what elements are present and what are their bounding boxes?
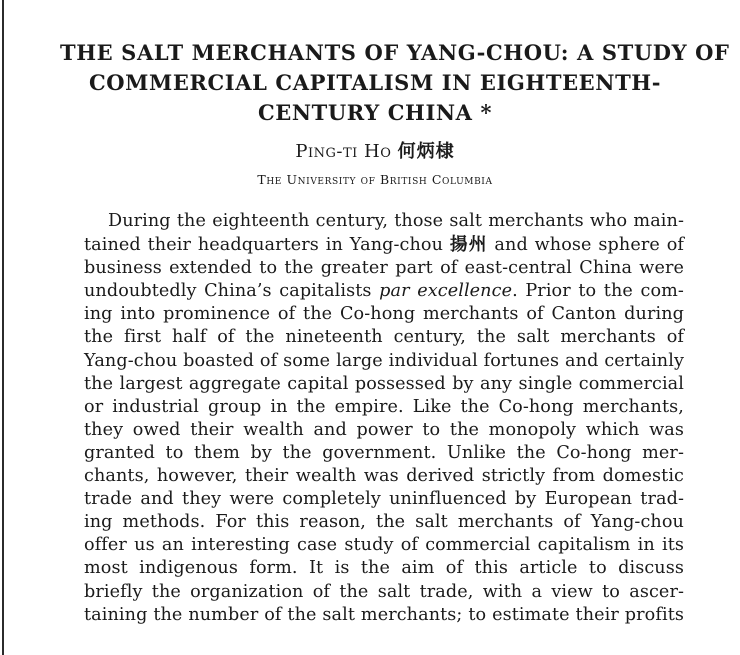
body-text-segment: . Prior to the com- <box>512 281 684 302</box>
body-line: ing into prominence of the Co-hong merchants of Canton during <box>84 304 684 325</box>
body-line: Yang-chou boasted of some large individual fortunes and certainly <box>84 350 684 371</box>
body-line: the first half of the nineteenth century, the salt merchants of <box>84 327 684 348</box>
body-line: business extended to the greater part of east-central China were <box>84 258 684 279</box>
body-text-segment: and whose sphere of <box>494 235 684 256</box>
article-title <box>60 38 730 128</box>
author-name: Ping-ti Ho <box>295 141 392 162</box>
body-line: granted to them by the government. Unlike the Co-hong mer- <box>84 442 684 463</box>
body-line: trade and they were completely uninfluenced by European trad- <box>84 489 684 510</box>
body-line: taining the number of the salt merchants; to estimate their profits <box>84 604 684 625</box>
body-line: ing methods. For this reason, the salt merchants of Yang-chou <box>84 512 684 533</box>
body-line: briefly the organization of the salt trade, with a view to ascer- <box>84 581 684 602</box>
body-line: or industrial group in the empire. Like the Co-hong merchants, <box>84 396 684 417</box>
body-line: During the eighteenth century, those salt merchants who main- <box>108 211 684 231</box>
body-line: they owed their wealth and power to the monopoly which was <box>84 419 684 440</box>
italic-phrase: par excellence <box>379 281 513 302</box>
body-line: offer us an interesting case study of commercial capitalism in its <box>84 535 684 556</box>
body-text-segment: undoubtedly China’s capitalists <box>84 281 372 302</box>
body-line: most indigenous form. It is the aim of this article to discuss <box>84 558 684 579</box>
body-line <box>84 233 684 257</box>
author-chinese-name: 何炳棣 <box>397 141 455 162</box>
title-line: THE SALT MERCHANTS OF YANG-CHOU: A STUDY OF <box>60 40 730 65</box>
body-text-segment: tained their headquarters in Yang-chou <box>84 235 444 256</box>
author-affiliation: The University of British Columbia <box>257 172 493 187</box>
chinese-place-name: 揚州 <box>449 234 488 256</box>
title-line: COMMERCIAL CAPITALISM IN EIGHTEENTH- <box>88 70 662 95</box>
title-line: CENTURY CHINA * <box>257 100 493 125</box>
article-body-paragraph <box>84 210 684 627</box>
page-edge-divider <box>2 0 4 655</box>
body-line <box>84 280 684 303</box>
body-line: the largest aggregate capital possessed by any single commercial <box>84 373 684 394</box>
body-line: chants, however, their wealth was derived strictly from domestic <box>84 466 684 487</box>
author-byline <box>60 141 690 163</box>
